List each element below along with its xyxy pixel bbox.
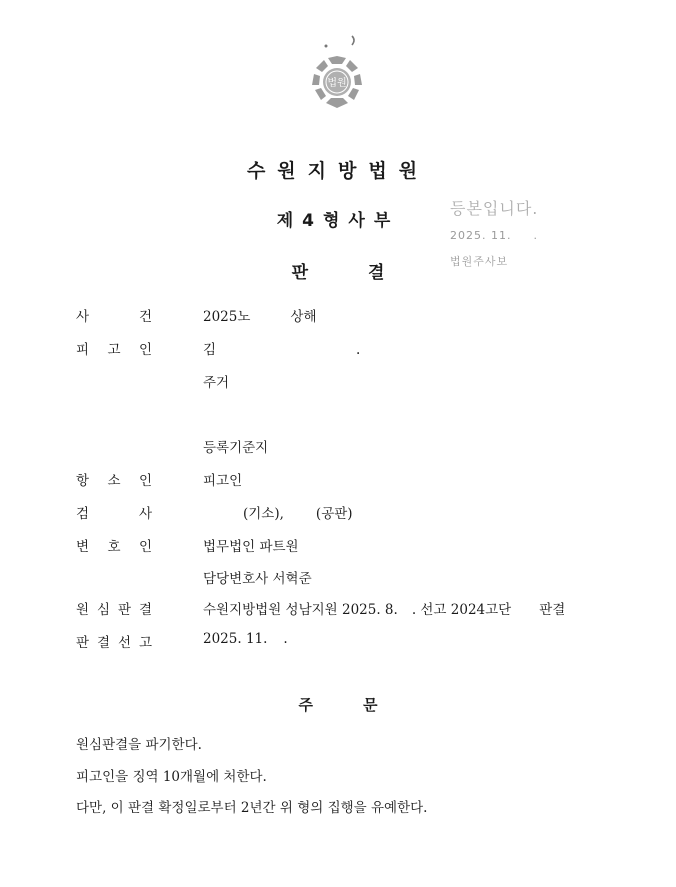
- order-line: 피고인을 징역 10개월에 처한다.: [76, 769, 267, 785]
- original-judgment-label: 원 심 판 결: [76, 602, 152, 618]
- order-line: 다만, 이 판결 확정일로부터 2년간 위 형의 집행을 유예한다.: [76, 800, 428, 816]
- stamp-line-2: 2025. 11. .: [450, 229, 538, 242]
- division-name: 제4형사부: [276, 211, 400, 231]
- emblem-text: 법원: [327, 78, 347, 89]
- court-emblem-icon: [302, 30, 372, 114]
- original-court: 수원지방법원 성남지원 2025. 8.: [203, 602, 398, 618]
- certified-copy-stamp: [450, 196, 538, 269]
- original-sentence: . 선고 2024고단: [411, 602, 512, 618]
- verdict-date: 2025. 11.: [203, 631, 268, 647]
- order-line: 원심판결을 파기한다.: [76, 737, 202, 753]
- case-label: 사 건: [76, 309, 152, 325]
- document-type: 판결: [291, 263, 445, 283]
- judgment-page: 법원 수원지방법원 제4형사부 판결 등본입니다. 2025. 11. . 법원주사보 사 건 2025노 상해 피 고 인 김 . 주거 등록기준지 항 소 인 피고인 검 사 (기소), (공판) 변 호 인 법무법인 파트원 담당변호사 서혁준 원 심 판 결 수원지방법원 성남지원 2025. 8. . 선고 2024고단 판결 판 결 선 고 2025. 11. . 주문 원심판결을 파기한다. 피고인을 징역 10개월에 처한다. 다만, 이 판결 확정일로부터 2년간 위 형의 집행을 유예한다.: [0, 0, 676, 887]
- prosecutor-indictment: (기소),: [243, 506, 284, 522]
- verdict-date-label: 판 결 선 고: [76, 635, 152, 651]
- court-name: 수원지방법원: [246, 160, 430, 182]
- address-label: 주거: [203, 375, 230, 391]
- counsel-label: 변 호 인: [76, 539, 152, 555]
- defendant-name: 김: [203, 342, 217, 358]
- case-number: 2025노: [203, 309, 251, 325]
- prosecutor-label: 검 사: [76, 506, 152, 522]
- appellant-value: 피고인: [203, 473, 243, 489]
- stamp-line-1: 등본입니다.: [450, 199, 539, 218]
- stamp-line-3: 법원주사보: [450, 255, 509, 268]
- defendant-label: 피 고 인: [76, 342, 152, 358]
- appellant-label: 항 소 인: [76, 473, 152, 489]
- counsel-firm: 법무법인 파트원: [203, 539, 299, 555]
- case-name: 상해: [290, 309, 317, 325]
- registration-label: 등록기준지: [203, 440, 269, 456]
- order-title: 주문: [298, 696, 428, 714]
- attorney-name: 담당변호사 서혁준: [203, 571, 312, 587]
- prosecutor-trial: (공판): [315, 506, 353, 522]
